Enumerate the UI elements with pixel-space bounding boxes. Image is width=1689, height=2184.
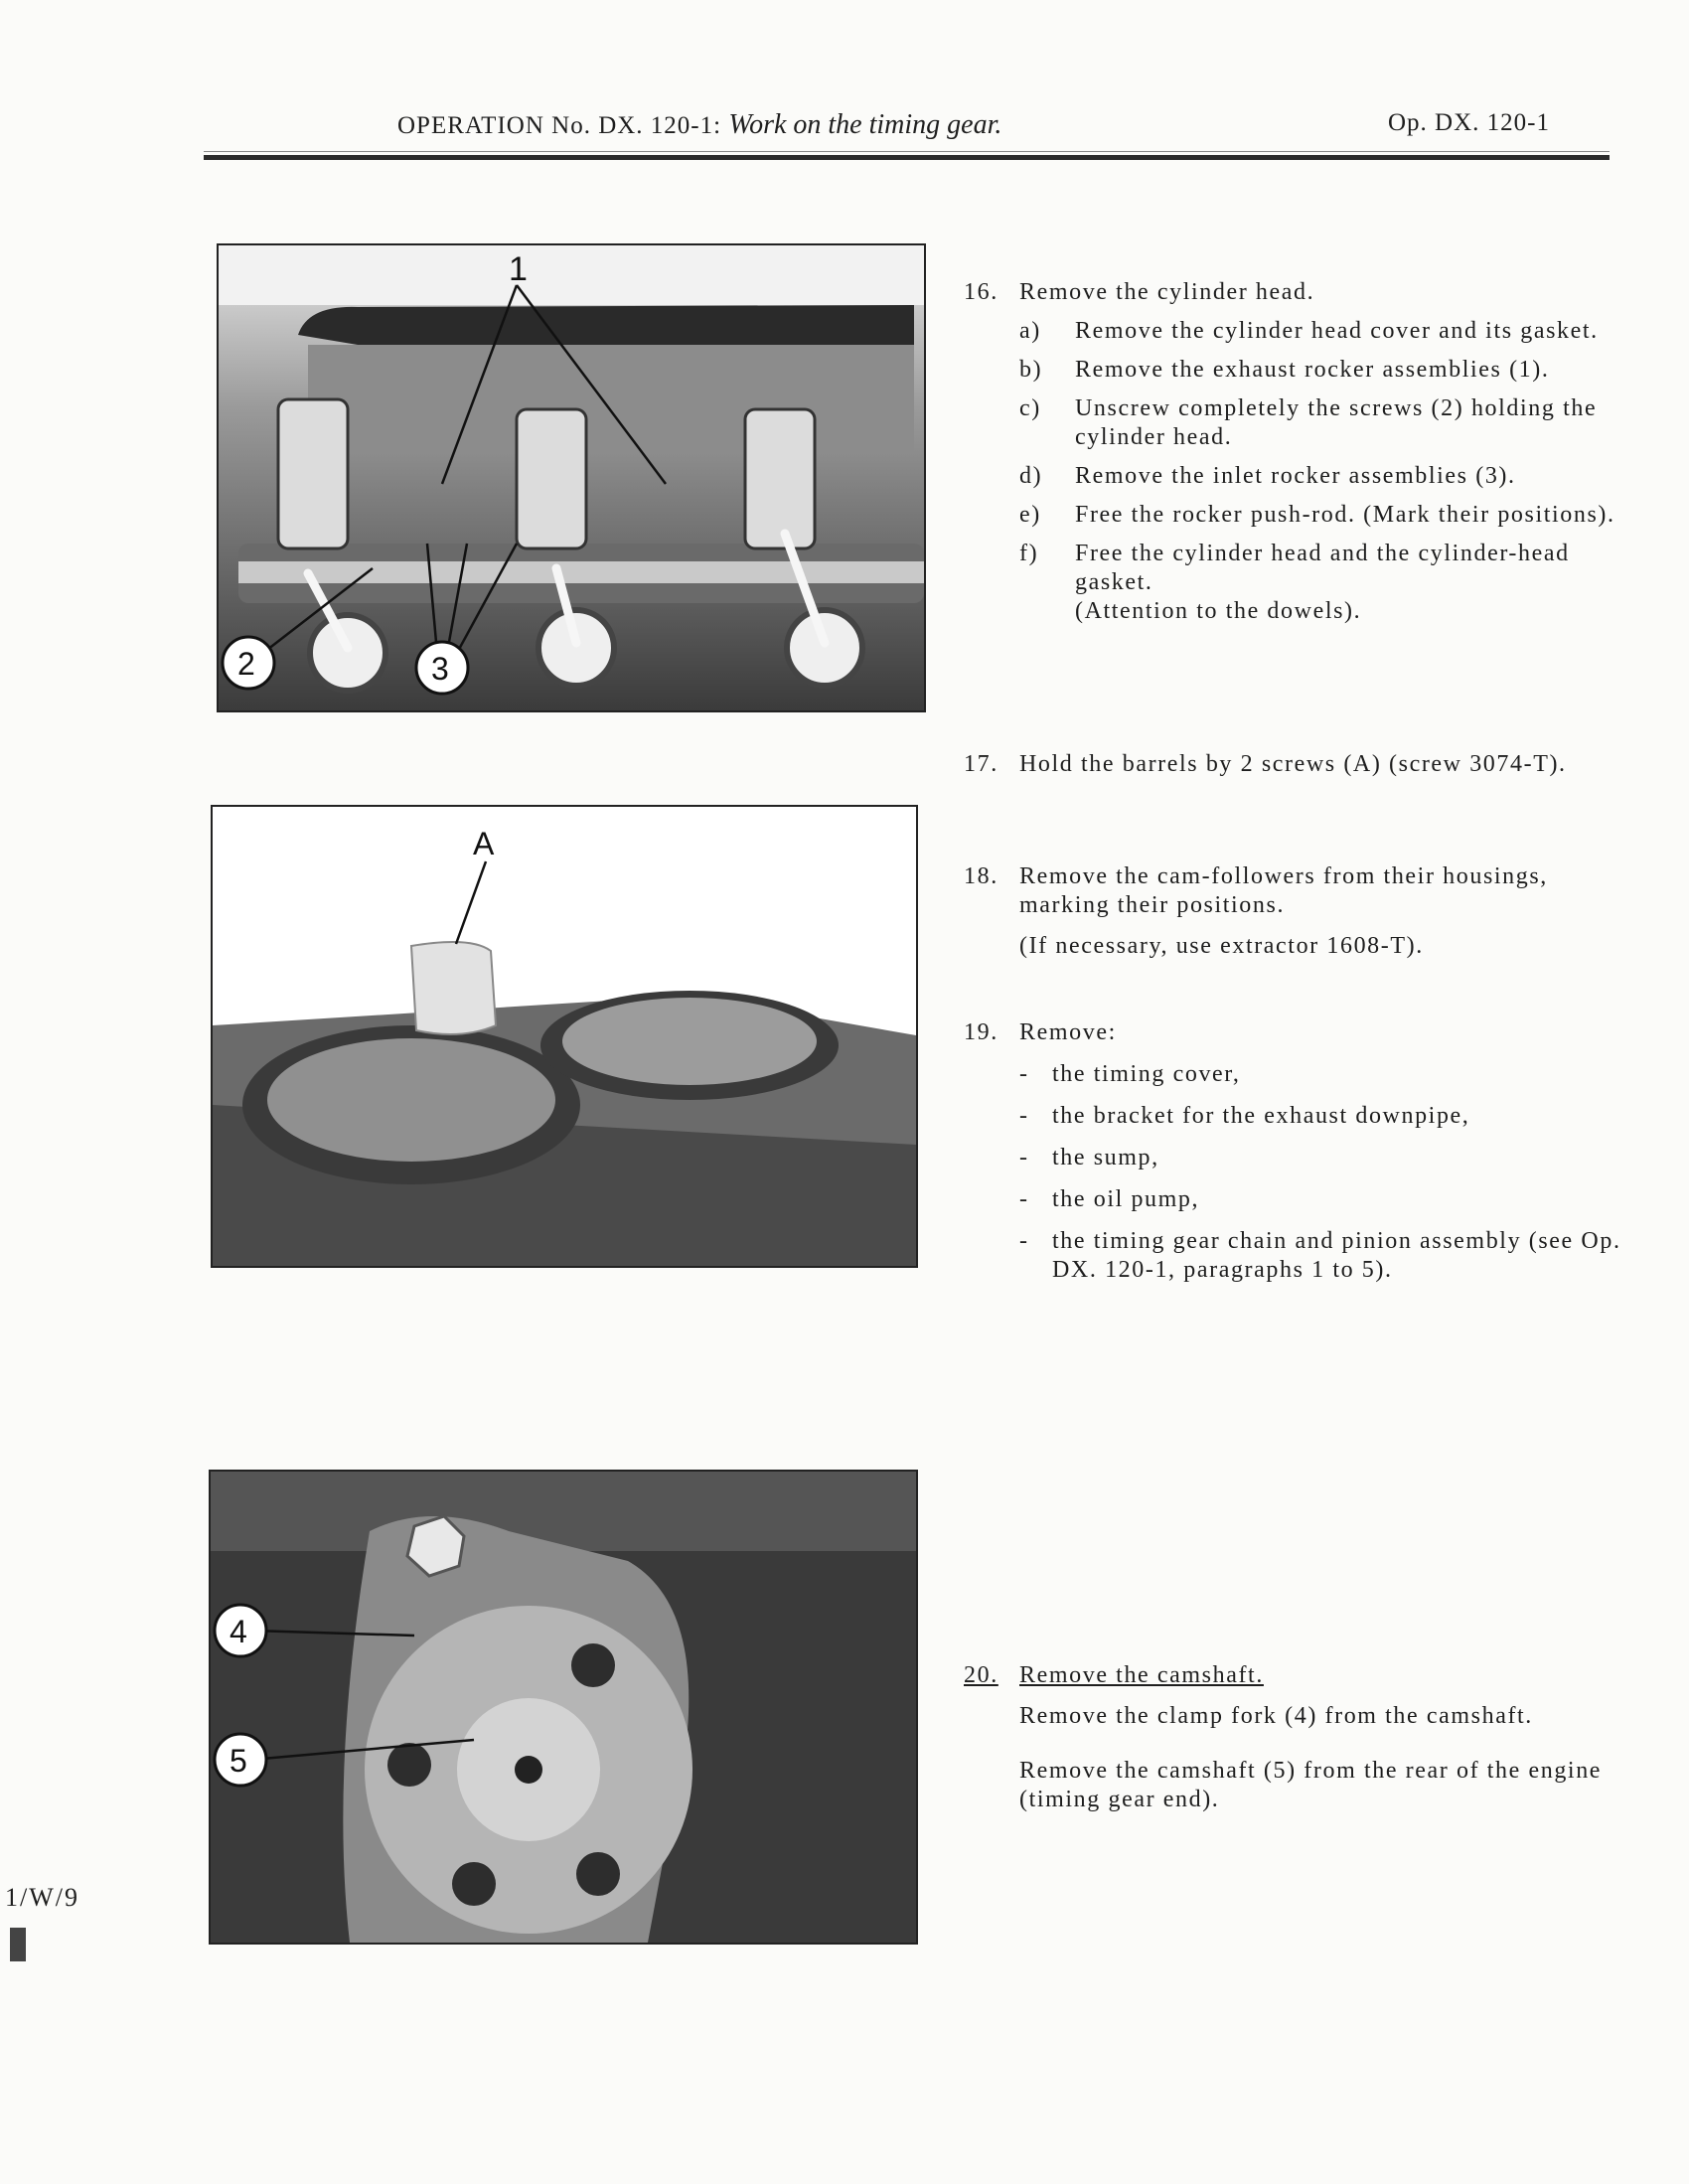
step-title: Remove the camshaft. bbox=[1019, 1662, 1264, 1688]
list-item: - the oil pump, bbox=[1019, 1186, 1200, 1212]
callout-a: A bbox=[473, 826, 495, 861]
list-item: - the sump, bbox=[1019, 1145, 1159, 1170]
list-item: b) Remove the exhaust rocker assemblies (1). bbox=[1019, 357, 1550, 383]
header-rule bbox=[204, 155, 1610, 160]
step-title: Remove the cylinder head. bbox=[1019, 279, 1315, 305]
callout-1: 1 bbox=[509, 250, 528, 288]
figure-camshaft-clamp bbox=[209, 1470, 918, 1945]
list-item: d) Remove the inlet rocker assemblies (3). bbox=[1019, 463, 1516, 489]
list-item: f) Free the cylinder head and the cylinder-head gasket. (Attention to the dowels). bbox=[1019, 540, 1629, 626]
step-note: (If necessary, use extractor 1608-T). bbox=[1019, 933, 1424, 959]
step-text: Remove the cam-followers from their housings, marking their positions. bbox=[1019, 863, 1548, 918]
step-note: (Attention to the dowels). bbox=[1075, 598, 1362, 624]
callout-2: 2 bbox=[237, 646, 255, 682]
operation-number: OPERATION No. DX. 120-1: bbox=[397, 112, 722, 139]
step-number: 18. bbox=[964, 863, 998, 889]
header-rule-thin bbox=[204, 151, 1610, 152]
step-number: 17. bbox=[964, 751, 998, 777]
list-item: a) Remove the cylinder head cover and its gasket. bbox=[1019, 318, 1599, 344]
step-text: Remove the clamp fork (4) from the camshaft. bbox=[1019, 1703, 1533, 1729]
header-operation bbox=[397, 109, 1001, 141]
figure-barrel-screw bbox=[211, 805, 918, 1268]
step-16 bbox=[964, 278, 1629, 626]
step-text: Remove the camshaft (5) from the rear of the engine (timing gear end). bbox=[1019, 1758, 1603, 1812]
margin-mark bbox=[10, 1928, 26, 1961]
list-item: - the timing cover, bbox=[1019, 1061, 1241, 1087]
step-18 bbox=[964, 862, 1629, 961]
operation-title: Work on the timing gear. bbox=[728, 109, 1002, 140]
list-item: - the bracket for the exhaust downpipe, bbox=[1019, 1103, 1470, 1129]
step-20 bbox=[964, 1661, 1629, 1814]
step-text: Hold the barrels by 2 screws (A) (screw 3074-T). bbox=[1019, 751, 1567, 777]
list-item: - the timing gear chain and pinion assembly (see Op. DX. 120-1, paragraphs 1 to 5). bbox=[1019, 1228, 1621, 1283]
list-item: c) Unscrew completely the screws (2) holding the cylinder head. bbox=[1019, 395, 1598, 450]
step-number: 16. bbox=[964, 279, 998, 305]
step-17 bbox=[964, 750, 1629, 779]
callout-4: 4 bbox=[230, 1614, 247, 1649]
page-header bbox=[397, 109, 1550, 149]
step-number: 20. bbox=[964, 1662, 998, 1688]
operation-ref: Op. DX. 120-1 bbox=[1388, 109, 1550, 136]
step-title: Remove: bbox=[1019, 1019, 1117, 1045]
callout-5: 5 bbox=[230, 1743, 247, 1779]
margin-code: 1/W/9 bbox=[5, 1883, 79, 1912]
callout-3: 3 bbox=[431, 651, 449, 687]
figure-cylinder-head bbox=[217, 243, 926, 712]
step-19 bbox=[964, 1018, 1629, 1285]
list-item: e) Free the rocker push-rod. (Mark their positions). bbox=[1019, 502, 1615, 528]
step-number: 19. bbox=[964, 1019, 998, 1045]
